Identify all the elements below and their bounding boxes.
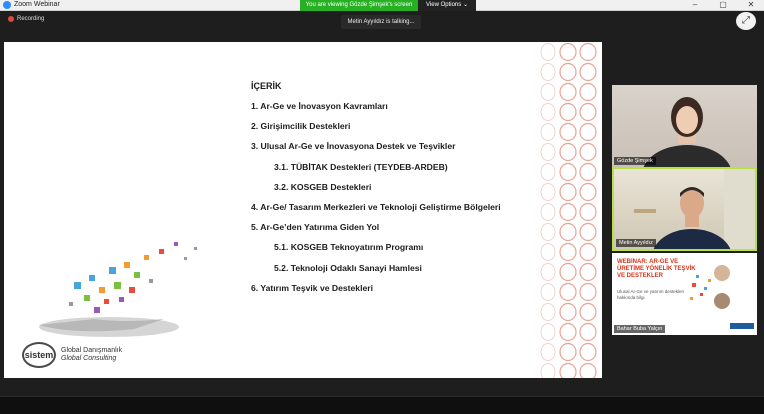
toc-item: 6. Yatırım Teşvik ve Destekleri — [251, 282, 373, 293]
decorative-circle — [541, 84, 555, 101]
decorative-circle — [580, 104, 596, 121]
decorative-circle — [560, 64, 576, 81]
participant-video-3[interactable] — [612, 253, 757, 335]
expand-icon[interactable]: ⤢ — [736, 12, 756, 30]
decorative-circle — [580, 184, 596, 201]
participant-avatar — [612, 85, 757, 167]
decorative-circle — [560, 124, 576, 141]
participant-video-2-active-speaker[interactable] — [612, 167, 757, 251]
toc-item: 3. Ulusal Ar-Ge ve İnovasyona Destek ve Teşvikler — [251, 141, 456, 152]
decorative-circle — [541, 124, 555, 141]
viewing-banner: You are viewing Gözde Şimşek's screen — [300, 0, 418, 11]
meeting-stage — [0, 11, 764, 414]
participant-video-1[interactable] — [612, 85, 757, 167]
decorative-circle — [580, 324, 596, 341]
decorative-circle — [580, 224, 596, 241]
decorative-circle — [541, 244, 555, 261]
zoom-app-icon — [3, 1, 11, 9]
webinar-card-title: WEBINAR: AR-GE VE ÜRETİME YÖNELİK TEŞVİK VE DESTEKLER — [617, 259, 696, 279]
decorative-circle — [560, 244, 576, 261]
decorative-circle — [541, 144, 555, 161]
toc-subitem: 3.2. KOSGEB Destekleri — [274, 181, 372, 192]
decorative-circle — [541, 204, 555, 221]
decorative-circle — [541, 264, 555, 281]
decorative-circle — [560, 164, 576, 181]
title-bar — [0, 0, 764, 11]
toc-item: 4. Ar-Ge/ Tasarım Merkezleri ve Teknoloji Geliştirme Bölgeleri — [251, 201, 501, 212]
decorative-circle — [560, 84, 576, 101]
shared-screen-slide — [4, 42, 602, 378]
decorative-circle — [580, 344, 596, 361]
decorative-circle — [560, 184, 576, 201]
decorative-circle — [580, 64, 596, 81]
app-title: Zoom Webinar — [14, 1, 60, 8]
toc-item: 1. Ar-Ge ve İnovasyon Kavramları — [251, 101, 388, 111]
decorative-circle — [541, 104, 555, 121]
toc-title: İÇERİK — [251, 81, 282, 91]
decorative-circle — [541, 364, 555, 379]
bottom-toolbar — [0, 396, 764, 414]
maximize-button[interactable]: ▢ — [719, 0, 727, 9]
participant-avatar — [614, 169, 755, 249]
toc-subitem: 5.1. KOSGEB Teknoyatırım Programı — [274, 242, 424, 253]
toc-item: 2. Girişimcilik Destekleri — [251, 121, 351, 132]
decorative-circle — [560, 104, 576, 121]
webinar-card-subtitle: Ulusal Ar-Ge ve yatırım destekleri hakkında bilgi — [617, 289, 685, 300]
decorative-circle — [560, 344, 576, 361]
recording-indicator[interactable] — [8, 16, 44, 22]
decorative-circle — [580, 264, 596, 281]
participant-name: Metin Ayyıldız — [616, 239, 656, 247]
decorative-circle — [541, 324, 555, 341]
decorative-circle — [541, 64, 555, 81]
logo-mark: sistem — [22, 342, 56, 368]
decorative-circle — [541, 284, 555, 301]
participant-name: Bahar Buba Yalçın — [614, 325, 665, 333]
decorative-circle — [580, 164, 596, 181]
decorative-circle — [541, 344, 555, 361]
decorative-circle — [541, 164, 555, 181]
toc-subitem: 5.2. Teknoloji Odaklı Sanayi Hamlesi — [274, 262, 422, 273]
decorative-circle — [560, 304, 576, 321]
technology-hand-illustration — [14, 227, 214, 347]
view-options-button[interactable]: View Options ⌄ — [418, 0, 476, 11]
company-logo — [22, 342, 122, 368]
decorative-circle — [560, 264, 576, 281]
toc-item: 5. Ar-Ge’den Yatırıma Giden Yol — [251, 222, 380, 233]
decorative-circle — [560, 324, 576, 341]
decorative-circle — [560, 224, 576, 241]
decorative-circle — [560, 144, 576, 161]
decorative-circle — [580, 144, 596, 161]
decorative-circle — [541, 44, 555, 61]
close-button[interactable]: ✕ — [747, 0, 755, 9]
decorative-circle — [580, 44, 596, 61]
decorative-circles-pattern — [538, 42, 602, 378]
decorative-circle — [580, 364, 596, 379]
decorative-circle — [541, 304, 555, 321]
logo-line-2: Global Consulting — [61, 355, 117, 362]
participant-name: Gözde Şimşek — [614, 157, 656, 165]
decorative-circle — [560, 284, 576, 301]
toc-subitem: 3.1. TÜBİTAK Destekleri (TEYDEB-ARDEB) — [274, 161, 448, 172]
decorative-circle — [560, 204, 576, 221]
talking-indicator: Metin Ayyıldız is talking... — [341, 15, 421, 29]
recording-dot-icon — [8, 16, 14, 22]
webinar-card-graphic — [612, 253, 757, 335]
decorative-circle — [580, 284, 596, 301]
decorative-circle — [580, 204, 596, 221]
table-of-contents — [251, 81, 501, 303]
decorative-circle — [580, 304, 596, 321]
decorative-circle — [541, 224, 555, 241]
decorative-circle — [580, 84, 596, 101]
minimize-button[interactable]: – — [692, 0, 698, 9]
decorative-circle — [560, 44, 576, 61]
decorative-circle — [580, 244, 596, 261]
decorative-circle — [580, 124, 596, 141]
decorative-circle — [541, 184, 555, 201]
recording-label: Recording — [17, 16, 45, 22]
logo-line-1: Global Danışmanlık — [61, 347, 123, 354]
decorative-circle — [560, 364, 576, 379]
